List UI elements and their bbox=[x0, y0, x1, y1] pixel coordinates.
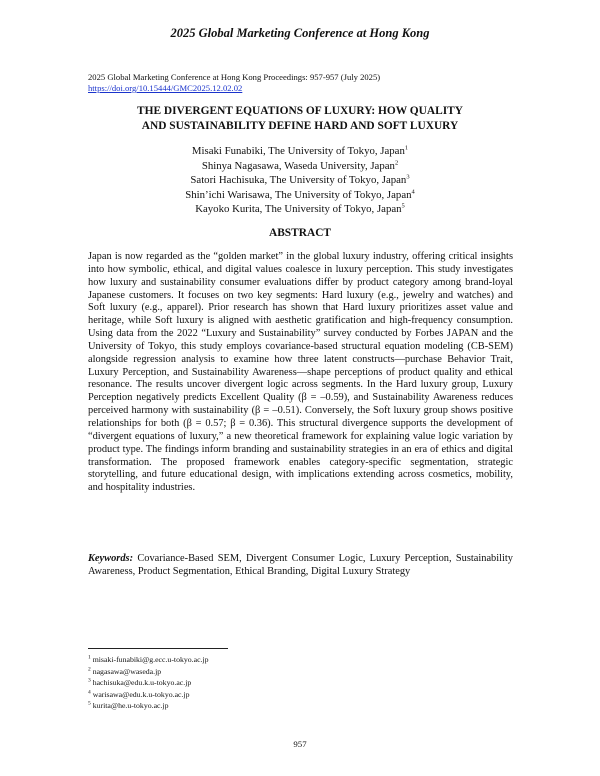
author-name: Kayoko Kurita, The University of Tokyo, Japan bbox=[195, 203, 402, 216]
footnote-item bbox=[88, 677, 209, 689]
keywords-section bbox=[88, 553, 513, 579]
footnote-item bbox=[88, 666, 209, 678]
author-line bbox=[60, 188, 540, 203]
footnote-mark[interactable]: 3 bbox=[406, 173, 410, 181]
footnote-mark[interactable]: 2 bbox=[394, 159, 399, 166]
proceedings-info bbox=[88, 72, 380, 94]
footnote-email[interactable]: hachisuka@edu.k.u-tokyo.ac.jp bbox=[92, 678, 192, 688]
footnote-mark[interactable]: 1 bbox=[404, 144, 409, 152]
author-list bbox=[60, 144, 540, 217]
footnote-item bbox=[88, 700, 209, 712]
author-line bbox=[60, 173, 540, 188]
conference-header: 2025 Global Marketing Conference at Hong Kong bbox=[170, 26, 430, 40]
footnote-number: 1 bbox=[88, 654, 91, 661]
author-name: Shinya Nagasawa, Waseda University, Japan bbox=[201, 159, 395, 172]
abstract-heading: ABSTRACT bbox=[268, 227, 332, 239]
footnote-divider bbox=[88, 648, 228, 649]
footnote-mark[interactable]: 4 bbox=[411, 188, 415, 196]
author-line bbox=[60, 144, 540, 159]
author-line bbox=[60, 159, 540, 174]
author-name: Shin’ichi Warisawa, The University of Tokyo, Japan bbox=[185, 188, 412, 201]
footnote-item bbox=[88, 654, 209, 666]
footnote-number: 3 bbox=[88, 677, 91, 684]
page-number: 957 bbox=[293, 739, 307, 749]
footnote-number: 2 bbox=[88, 666, 91, 672]
keywords-label: Keywords: bbox=[88, 553, 134, 564]
paper-title bbox=[60, 104, 540, 134]
footnote-mark[interactable]: 5 bbox=[401, 202, 405, 210]
proceedings-citation: 2025 Global Marketing Conference at Hong Kong Proceedings: 957-957 (July 2025) bbox=[88, 72, 381, 82]
footnote-number: 4 bbox=[88, 689, 91, 696]
footnote-email[interactable]: warisawa@edu.k.u-tokyo.ac.jp bbox=[92, 689, 190, 699]
footnotes bbox=[88, 654, 209, 712]
footnote-email[interactable]: nagasawa@waseda.jp bbox=[92, 666, 162, 676]
author-name: Satori Hachisuka, The University of Tokyo, Japan bbox=[190, 174, 407, 187]
author-name: Misaki Funabiki, The University of Tokyo, Japan bbox=[191, 145, 405, 157]
abstract-body: Japan is now regarded as the “golden market” in the global luxury industry, offering critical insights into how symbolic, ethical, and digital values coalesce in luxury perception. This study investigates how luxury and sustainability consumer evaluations differ by product category among brand-loyal Japanese customers. It focuses on two key segments: Hard luxury (e.g., jewelry and watches) and Soft luxury (e.g., apparel). Prior research has shown that Hard luxury prioritizes asset value and heritage, while Soft luxury is aligned with aesthetic gratification and high-frequency consumption. Using data from the 2022 “Luxury and Sustainability” survey conducted by Forbes JAPAN and the University of Tokyo, this study employs covariance-based structural equation modeling (CB-SEM) alongside regression analysis to examine how three latent constructs—purchase Behavior Trait, Luxury Perception, and Sustainability Awareness—shape perceptions of product quality and ethical resonance. The results uncover divergent logic across segments. In the Hard luxury group, Luxury Perception negatively predicts Excellent Quality (β = –0.59), and Sustainability Awareness reduces perceived harmony with sustainability (β = –0.51). Conversely, the Soft luxury group shows positive relationships for both (β = 0.57; β = 0.36). This structural divergence supports the development of “divergent equations of luxury,” a new theoretical framework for explaining value logic variation by product type. The findings inform branding and sustainability strategies in an era of ethics and digital transformation. The proposed framework enables category-specific segmentation, strategic storytelling, and future educational design, with implications extending across cosmetics, mobility, and hospitality industries. bbox=[88, 251, 513, 494]
footnote-number: 5 bbox=[88, 700, 91, 707]
footnote-item bbox=[88, 689, 209, 701]
footnote-email[interactable]: misaki-funabiki@g.ecc.u-tokyo.ac.jp bbox=[92, 655, 209, 664]
author-line bbox=[60, 202, 540, 217]
title-line-1: THE DIVERGENT EQUATIONS OF LUXURY: HOW QUALITY bbox=[137, 105, 463, 117]
title-line-2: AND SUSTAINABILITY DEFINE HARD AND SOFT LUXURY bbox=[141, 120, 459, 132]
keywords-text: Covariance-Based SEM, Divergent Consumer Logic, Luxury Perception, Sustainability Awareness, Product Segmentation, Ethical Branding, Digital Luxury Strategy bbox=[88, 553, 513, 577]
doi-link[interactable]: https://doi.org/10.15444/GMC2025.12.02.02 bbox=[88, 83, 243, 93]
footnote-email[interactable]: kurita@he.u-tokyo.ac.jp bbox=[92, 701, 169, 711]
